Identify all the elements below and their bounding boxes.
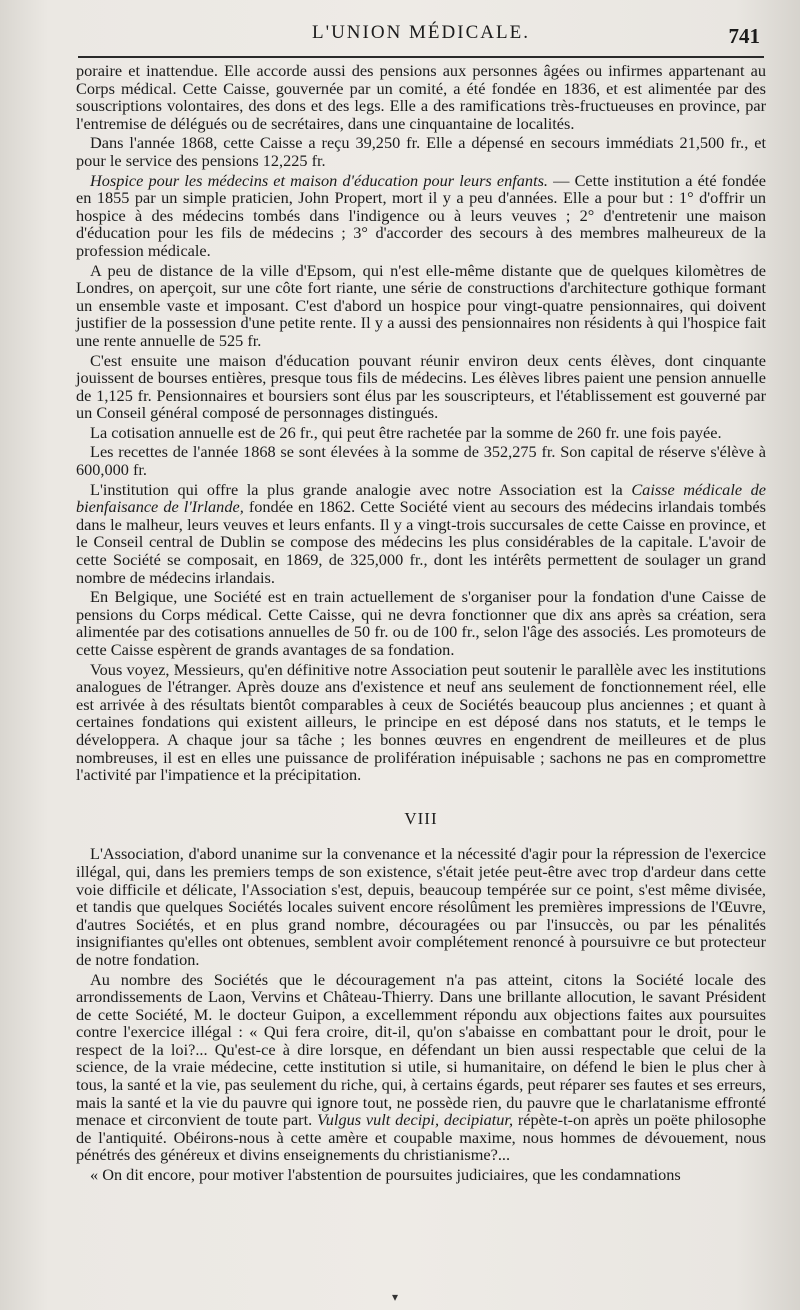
paragraph-text: Au nombre des Sociétés que le découragement n'a pas atteint, citons la Société locale des arrondissements de Laon, Vervins et Château-Thierry. Dans une brillante allocution, le savant Président de cette Société, M. le docteur Guipon, a excellemment répondu aux objections faites aux poursuites contre l'exercice illégal : « Qui fera croire, dit-il, qu'on s'abaisse en combattant pour le droit, pour le respect de la loi?... Qu'est-ce à dire lorsque, en défendant un bien aussi respectable que celui de la science, de la vraie médecine, cette institution si utile, si humanitaire, on défend le bien le plus cher à tous, la santé et la vie, pas seulement du riche, qui, à certains égards, peut réparer ses fautes et ses erreurs, mais la santé et la vie du pauvre qui ignore tout, ne possède rien, du pauvre que le charlatanisme effronté menace et circonvient de toute part. [76,969,766,1130]
paragraph [76,971,766,1165]
paragraph-text: fondée en 1862. Cette Société vient au secours des médecins irlandais tombés dans le malheur, leurs veuves et leurs enfants. Il y a vingt-trois succursales de cette Caisse en province, et le Conseil central de Dublin se compose des médecins les plus considérables de la capitale. L'avoir de cette Société se composait, en 1869, de 325,000 fr., dont les intérêts permettent de soulager un grand nombre de médecins irlandais. [76,497,766,587]
signature-mark: ▾ [392,1290,399,1304]
italic-heading: Hospice pour les médecins et maison d'éducation pour leurs enfants. [90,170,549,190]
section-heading: VIII [404,808,438,828]
page-header [76,20,766,54]
paragraph: poraire et inattendue. Elle accorde aussi des pensions aux personnes âgées ou infirmes appartenant au Corps médical. Cette Caisse, gouvernée par un comité, a été fondée en 1836, et est alimentée par des souscriptions volontaires, des dons et des legs. Elle a des ramifications très-fructueuses en province, par l'entremise de délégués ou de secrétaires, dans une cinquantaine de localités. [76,61,766,133]
paragraph-text: L'institution qui offre la plus grande analogie avec notre Association est la [90,479,632,499]
paragraph: Vous voyez, Messieurs, qu'en définitive notre Association peut soutenir le parallèle avec les institutions analogues de l'étranger. Après douze ans d'existence et neuf ans seulement de fonctionnement réel, elle est arrivée à des résultats bientôt comparables à ceux de Sociétés beaucoup plus anciennes ; et quant à certaines fondations qui existent ailleurs, le principe en est déposé dans nos statuts, et le temps le développera. A chaque jour sa tâche ; les bonnes œuvres en engendrent de meilleures et de plus nombreuses, il est en elles une puissance de prolifération inépuisable ; sachons ne pas en compromettre l'activité par l'impatience et la précipitation. [76,659,766,785]
body-text [76,62,766,1186]
paragraph: La cotisation annuelle est de 26 fr., qui peut être rachetée par la somme de 260 fr. une fois payée. [90,422,722,442]
paragraph: « On dit encore, pour motiver l'abstention de poursuites judiciaires, que les condamnations [90,1165,681,1185]
paragraph [76,172,766,260]
paragraph: L'Association, d'abord unanime sur la convenance et la nécessité d'agir pour la répression de l'exercice illégal, qui, dans les premiers temps de son existence, s'était jetée peut-être avec trop d'ardeur dans cette voie difficile et délicate, l'Association s'est, depuis, beaucoup tempérée sur ce point, s'est même divisée, et tandis que quelques Sociétés locales suivent encore résolûment les premières impressions de l'Œuvre, d'autres Sociétés, et en plus grand nombre, découragées ou par l'insuccès, ou par les pénalités insignifiantes qu'elles ont obtenues, semblent avoir complétement renoncé à poursuivre ce but protecteur de notre fondation. [76,844,766,969]
header-rule [78,56,764,58]
paragraph-text: — Cette institution a été fondée en 1855 par un simple praticien, John Propert, mort il y a peu d'années. Elle a pour but : 1° d'offrir un hospice à des médecins tombés dans l'indigence ou à leurs veuves ; 2° d'entretenir une maison d'éducation pour les fils de médecins ; 3° d'accorder des secours à des membres malheureux de la profession médicale. [76,170,766,260]
paragraph: C'est ensuite une maison d'éducation pouvant réunir environ deux cents élèves, dont cinquante jouissent de bourses entières, presque tous fils de médecins. Les élèves libres paient une pension annuelle de 1,125 fr. Pensionnaires et boursiers sont élus par les souscripteurs, et l'établissement est gouverné par un Conseil général composé de personnages distingués. [76,350,766,423]
paragraph [76,481,766,587]
page-number: 741 [728,24,760,48]
running-title: L'UNION MÉDICALE. [312,22,530,43]
italic-text: Caisse médicale de bienfaisance de l'Irlande, [76,479,767,517]
paragraph: En Belgique, une Société est en train actuellement de s'organiser pour la fondation d'une Caisse de pensions du Corps médical. Cette Caisse, qui ne devra fonctionner que dix ans après sa création, sera alimentée par des cotisations annuelles de 50 fr. ou de 100 fr., selon l'âge des associés. Les promoteurs de cette Caisse espèrent de grands avantages de sa fondation. [76,587,766,659]
paragraph-text: répète-t-on après un poëte philosophe de l'antiquité. Obéirons-nous à cette amère et coupable maxime, nous hommes de dévouement, nous pénétrés des généreux et divins enseignements du christianisme?... [76,1110,767,1165]
paragraph: A peu de distance de la ville d'Epsom, qui n'est elle-même distante que de quelques kilomètres de Londres, on aperçoit, sur une côte fort riante, une série de constructions d'architecture gothique formant un ensemble vaste et imposant. C'est d'abord un hospice pour vingt-quatre pensionnaires, qui doivent justifier de la possession d'une petite rente. Il y a aussi des pensionnaires non résidents à qui l'hospice fait une rente annuelle de 525 fr. [76,260,766,350]
italic-text: Vulgus vult decipi, decipiatur, [317,1110,514,1130]
paragraph: Les recettes de l'année 1868 se sont élevées à la somme de 352,275 fr. Son capital de réserve s'élève à 600,000 fr. [76,442,766,480]
paragraph: Dans l'année 1868, cette Caisse a reçu 39,250 fr. Elle a dépensé en secours immédiats 21,500 fr., et pour le service des pensions 12,225 fr. [76,133,766,170]
